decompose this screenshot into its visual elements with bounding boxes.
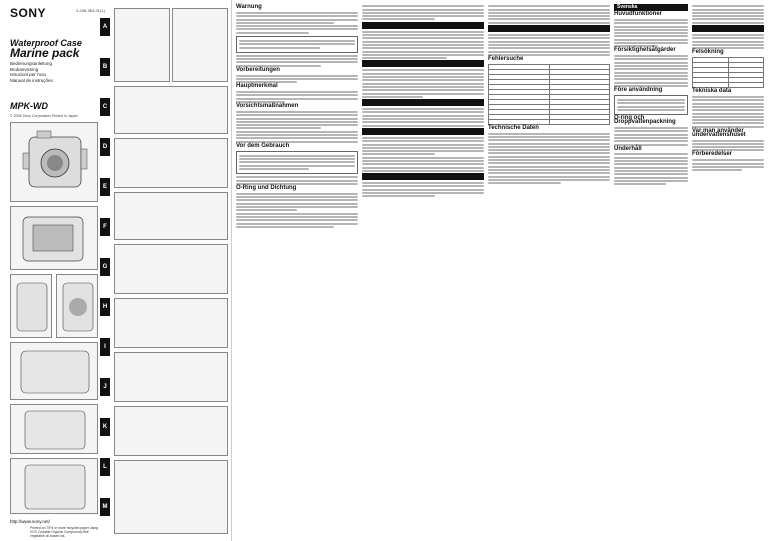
section-felsokning: Felsökning: [692, 49, 724, 56]
text-column-tech: [488, 4, 610, 185]
manual-title-it: Istruzioni per l'uso: [10, 72, 47, 78]
figure-c-steps: [114, 86, 228, 134]
section-vorsicht: Vorsichtsmaßnahmen: [236, 103, 299, 110]
figure-tab-a: A: [100, 18, 110, 36]
section-vor-dem-gebrauch: Vor dem Gebrauch: [236, 142, 290, 149]
figure-tab-j: J: [100, 378, 110, 396]
case-illustration-b: [10, 206, 98, 270]
manual-title-de: Bedienungsanleitung: [10, 61, 53, 66]
steps-bar-de: [362, 22, 484, 29]
figure-tab-d: D: [100, 138, 110, 156]
text-column-sv-1: [614, 4, 688, 186]
product-title: [10, 38, 82, 58]
section-huvudfunktioner: Huvudfunktioner: [614, 11, 662, 17]
section-forsiktighet: Försiktighetsåtgärder: [614, 47, 676, 54]
column-divider: [231, 0, 232, 541]
section-fehlersuche: Fehlersuche: [488, 55, 524, 62]
figure-tab-b: B: [100, 58, 110, 76]
figure-tab-k: K: [100, 418, 110, 436]
part-number: 3-296-363-01(1): [76, 8, 105, 13]
manual-title-pt: Manual de instruções: [10, 77, 53, 83]
figure-i-steps: [114, 406, 228, 456]
section-o-ring-sv: O-ring och Droppvattenpackning: [614, 115, 676, 126]
language-bar-sv: Svenska: [614, 4, 688, 11]
product-line1: Waterproof Case: [10, 38, 82, 48]
sony-logo: SONY: [10, 6, 47, 20]
case-illustration-c: [10, 274, 52, 338]
figure-d-steps: [114, 138, 228, 188]
manual-title-list: [10, 61, 53, 83]
figure-tab-e: E: [100, 178, 110, 196]
figure-h-steps: [114, 352, 228, 402]
figure-b-steps: [114, 8, 170, 82]
case-illustration-a: [10, 122, 98, 202]
warning-note: [236, 36, 358, 53]
model-number: MPK-WD: [10, 101, 48, 111]
text-column-de-1: [236, 4, 358, 229]
case-illustration-d: [56, 274, 98, 338]
figure-tab-i: I: [100, 338, 110, 356]
troubleshooting-table: [488, 64, 610, 125]
felsokning-table: [692, 57, 764, 88]
recycled-paper-note: Printed on 70% or more recycled paper using VOC (Volatile Organic Compound)-free vegetable oil based ink.: [30, 526, 99, 538]
section-hauptmerkmal: Hauptmerkmal: [236, 83, 278, 90]
text-column-sv-2: [692, 4, 764, 173]
case-illustration-e: [10, 342, 98, 400]
section-o-ring: O-Ring und Dichtung: [236, 184, 297, 191]
manual-title-sv: Brukanvisning: [10, 66, 39, 72]
section-technische-daten: Technische Daten: [488, 124, 539, 131]
figure-f-steps: [114, 244, 228, 294]
case-illustration-f: [10, 404, 98, 454]
figure-j-steps: [114, 460, 228, 534]
figure-tab-g: G: [100, 258, 110, 276]
figure-g-steps: [114, 298, 228, 348]
figure-tab-m: M: [100, 498, 110, 516]
section-fore-anvandning: Före användning: [614, 86, 663, 93]
section-var-man: Var man använder undervattenshuset: [692, 127, 746, 138]
figure-tab-l: L: [100, 458, 110, 476]
case-illustration-g: [10, 458, 98, 514]
marine-pack-drawing: [11, 123, 99, 203]
section-tekniska-data: Tekniska data: [692, 88, 732, 95]
copyright: © 2006 Sony Corporation Printed in Japan: [10, 114, 78, 118]
sony-url: http://www.sony.net/: [10, 519, 50, 524]
figure-tab-c: C: [100, 98, 110, 116]
section-vorbereitungen: Vorbereitungen: [236, 66, 280, 73]
section-underhall: Underhåll: [614, 145, 642, 152]
text-column-de-2: [362, 4, 484, 199]
product-line2: Marine pack: [10, 46, 80, 60]
section-forberedelser: Förberedelser: [692, 151, 733, 158]
figure-b-steps-2: [172, 8, 228, 82]
figure-e-steps: [114, 192, 228, 240]
figure-tab-h: H: [100, 298, 110, 316]
figure-tab-f: F: [100, 218, 110, 236]
section-warnung: Warnung: [236, 4, 262, 10]
